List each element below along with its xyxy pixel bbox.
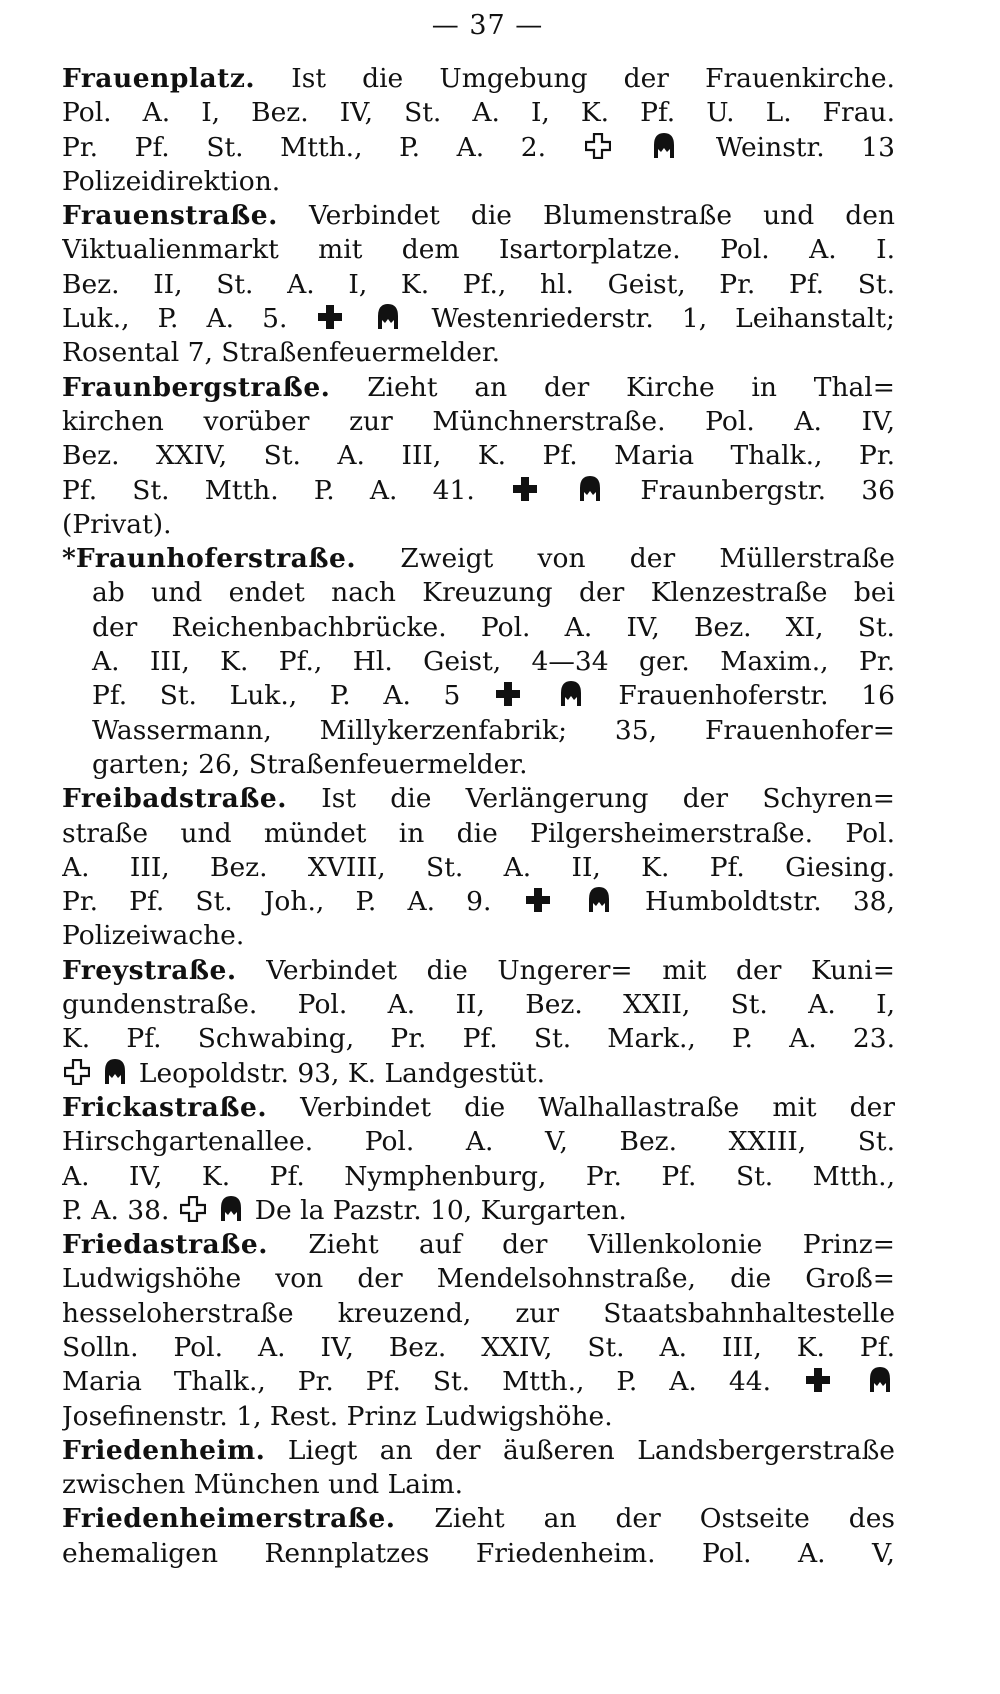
entry-line: Pr. Pf. St. Mtth., P. A. 2. Weinstr. 13: [62, 131, 895, 163]
entry-heading: Frauenplatz.: [62, 63, 256, 94]
entry-line: Rosental 7, Straßenfeuermelder.: [62, 337, 501, 369]
entry-line: Polizeiwache.: [62, 920, 245, 952]
fire-alarm-icon: [102, 1057, 128, 1085]
cross-filled-icon: [317, 304, 343, 330]
entry-frauenstrasse: [62, 199, 895, 370]
entry-heading: Frickastraße.: [62, 1091, 268, 1123]
entry-line: garten; 26, Straßenfeuermelder.: [92, 748, 528, 780]
entry-frauenplatz: [62, 62, 895, 199]
entry-heading: Friedenheim.: [62, 1434, 266, 1466]
entry-line: Josefinenstr. 1, Rest. Prinz Ludwigshöhe.: [62, 1400, 613, 1432]
fire-alarm-icon: [651, 131, 677, 159]
entry-line: Pf. St. Luk., P. A. 5 Frauenhoferstr. 16: [92, 680, 895, 712]
entry-line: A. IV, K. Pf. Nymphenburg, Pr. Pf. St. Mtth.,: [62, 1160, 895, 1192]
entry-line: P. A. 38. De la Pazstr. 10, Kurgarten.: [62, 1194, 627, 1226]
entry-line: Maria Thalk., Pr. Pf. St. Mtth., P. A. 44.: [62, 1365, 895, 1399]
entry-heading: Friedastraße.: [62, 1229, 268, 1261]
cross-outline-icon: [585, 133, 611, 159]
entry-line: Pr. Pf. St. Joh., P. A. 9. Humboldtstr. 38,: [62, 886, 895, 918]
entry-heading: Fraunbergstraße.: [62, 371, 331, 403]
entry-line: K. Pf. Schwabing, Pr. Pf. St. Mark., P. A. 23.: [62, 1023, 895, 1055]
cross-filled-icon: [512, 476, 538, 502]
entry-heading: Freystraße.: [62, 954, 237, 986]
entry-freibadstrasse: [62, 782, 895, 953]
entry-friedastrasse: [62, 1228, 895, 1434]
street-directory: [62, 62, 895, 1571]
new-entry-star: *: [62, 543, 76, 575]
entry-line: Bez. II, St. A. I, K. Pf., hl. Geist, Pr. Pf. St.: [62, 268, 895, 300]
entry-line: straße und mündet in die Pilgersheimerstraße. Pol.: [62, 817, 895, 849]
entry-heading: Frauenstraße.: [62, 200, 278, 232]
entry-heading: Freibadstraße.: [62, 783, 287, 815]
entry-fraunbergstrasse: [62, 371, 895, 542]
entry-line: kirchen vorüber zur Münchnerstraße. Pol. A. IV,: [62, 405, 895, 437]
entry-line: ehemaligen Rennplatzes Friedenheim. Pol. A. V,: [62, 1537, 895, 1569]
entry-freystrasse: [62, 954, 895, 1091]
cross-outline-icon: [64, 1059, 90, 1085]
entry-line: ab und endet nach Kreuzung der Klenzestraße bei: [92, 577, 895, 609]
entry-line: Freystraße. Verbindet die Ungerer= mit der Kuni=: [62, 954, 895, 986]
entry-line: Hirschgartenallee. Pol. A. V, Bez. XXIII, St.: [62, 1126, 895, 1158]
entry-line: Frauenplatz. Ist die Umgebung der Frauenkirche.: [62, 63, 895, 94]
entry-line: A. III, K. Pf., Hl. Geist, 4—34 ger. Maxim., Pr.: [92, 646, 895, 678]
entry-line: A. III, Bez. XVIII, St. A. II, K. Pf. Giesing.: [62, 851, 895, 883]
entry-friedenheim: [62, 1434, 895, 1503]
cross-outline-icon: [180, 1196, 206, 1222]
entry-line: Frauenstraße. Verbindet die Blumenstraße und den: [62, 200, 895, 232]
entry-line: Viktualienmarkt mit dem Isartorplatze. Pol. A. I.: [62, 234, 895, 266]
entry-line: Luk., P. A. 5. Westenriederstr. 1, Leihanstalt;: [62, 303, 895, 335]
entry-line: Friedenheim. Liegt an der äußeren Landsbergerstraße: [62, 1434, 895, 1466]
entry-line: Bez. XXIV, St. A. III, K. Pf. Maria Thalk., Pr.: [62, 440, 895, 472]
entry-line: Fraunbergstraße. Zieht an der Kirche in Thal=: [62, 371, 895, 403]
entry-line: Frickastraße. Verbindet die Walhallastraße mit der: [62, 1091, 895, 1123]
entry-line: *Fraunhoferstraße. Zweigt von der Müllerstraße: [62, 543, 895, 575]
cross-filled-icon: [495, 681, 521, 707]
fire-alarm-icon: [218, 1194, 244, 1222]
entry-line: der Reichenbachbrücke. Pol. A. IV, Bez. XI, St.: [92, 611, 895, 643]
entry-line: Leopoldstr. 93, K. Landgestüt.: [62, 1057, 895, 1091]
entry-line: Friedastraße. Zieht auf der Villenkolonie Prinz=: [62, 1229, 895, 1261]
fire-alarm-icon: [558, 679, 584, 707]
entry-line: hesseloherstraße kreuzend, zur Staatsbahnhaltestelle: [62, 1297, 895, 1329]
entry-line: Wassermann, Millykerzenfabrik; 35, Frauenhofer=: [92, 714, 895, 746]
entry-line: zwischen München und Laim.: [62, 1469, 464, 1501]
entry-line: Freibadstraße. Ist die Verlängerung der Schyren=: [62, 783, 895, 815]
fire-alarm-icon: [375, 302, 401, 330]
entry-heading: Friedenheimerstraße.: [62, 1503, 396, 1535]
fire-alarm-icon: [867, 1365, 893, 1393]
entry-heading: Fraunhoferstraße.: [75, 543, 357, 575]
entry-line: Friedenheimerstraße. Zieht an der Ostseite des: [62, 1503, 895, 1535]
entry-friedenheimerstrasse: [62, 1502, 895, 1571]
entry-frickastrasse: [62, 1091, 895, 1228]
fire-alarm-icon: [577, 474, 603, 502]
fire-alarm-icon: [586, 885, 612, 913]
entry-line: gundenstraße. Pol. A. II, Bez. XXII, St. A. I,: [62, 989, 895, 1021]
page-number: — 37 —: [431, 10, 544, 41]
entry-line: Polizeidirektion.: [62, 165, 281, 197]
entry-line: Pol. A. I, Bez. IV, St. A. I, K. Pf. U. L. Frau.: [62, 97, 895, 129]
entry-line: Pf. St. Mtth. P. A. 41. Fraunbergstr. 36: [62, 474, 895, 506]
cross-filled-icon: [525, 887, 551, 913]
cross-filled-icon: [805, 1367, 831, 1393]
entry-line: Solln. Pol. A. IV, Bez. XXIV, St. A. III, K. Pf.: [62, 1331, 895, 1363]
entry-line: (Privat).: [62, 508, 172, 540]
entry-line: Ludwigshöhe von der Mendelsohnstraße, die Groß=: [62, 1263, 895, 1295]
entry-fraunhoferstrasse: [62, 542, 895, 782]
